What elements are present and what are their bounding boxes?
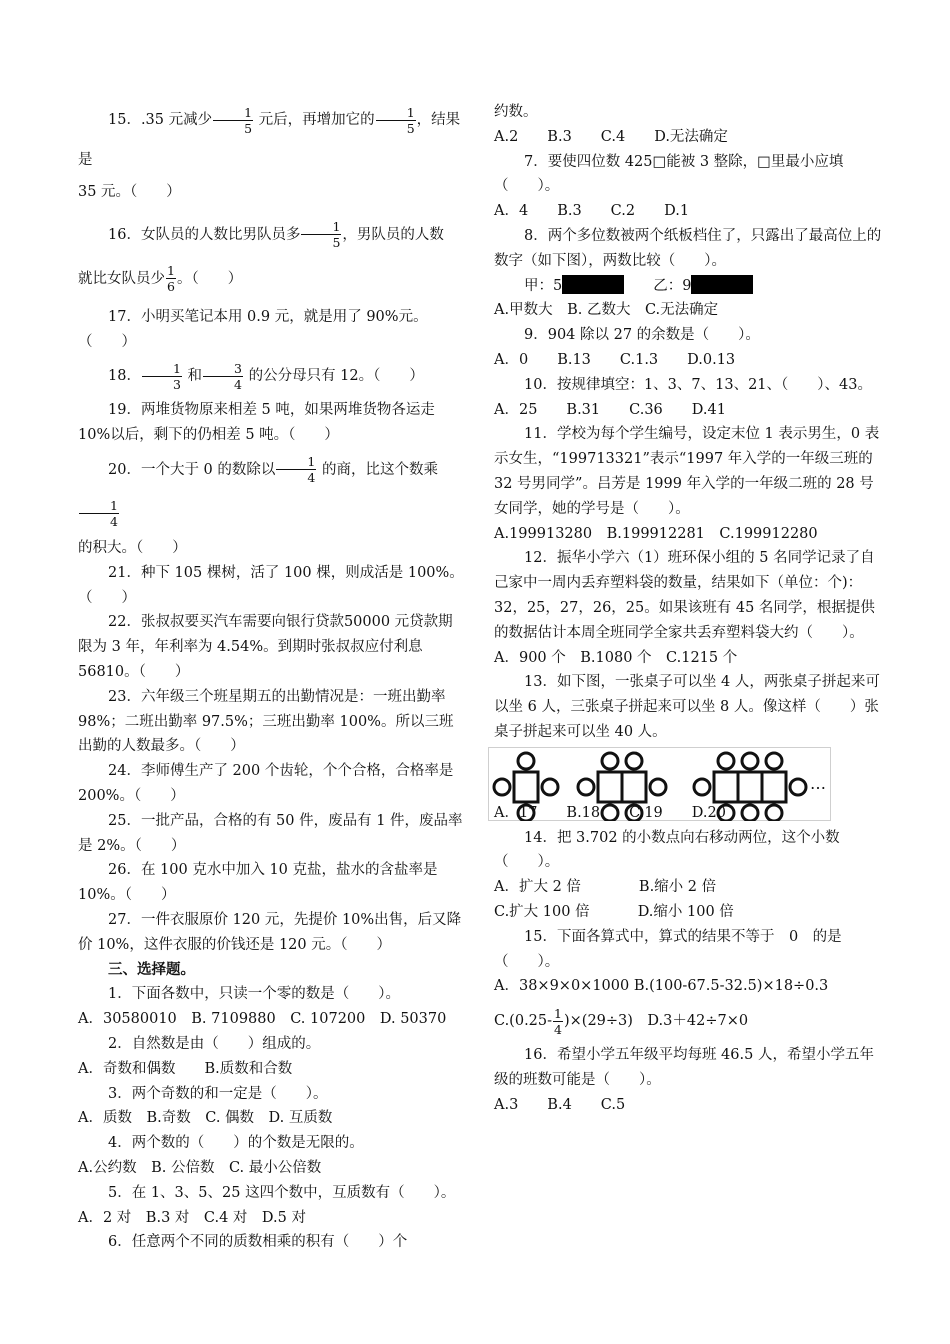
choice-7-options: A．4 B.3 C.2 D.1 [494, 203, 690, 220]
choice-15: 15．下面各算式中，算式的结果不等于 0 的是（ ）。 [494, 928, 842, 970]
q16-text-b: ，男队员的人数 [342, 226, 444, 243]
fraction [203, 361, 243, 392]
q18-text-b: 和 [182, 368, 203, 385]
q18-text-a: 18． [108, 368, 141, 385]
fraction-denominator: 4 [307, 470, 316, 486]
fraction-numerator: 1 [376, 105, 416, 121]
fraction-numerator: 1 [301, 219, 341, 235]
choice-7: 7．要使四位数 425□能被 3 整除，□里最小应填（ ）。 [494, 153, 844, 195]
fraction-denominator: 4 [110, 514, 118, 530]
choice-5-options: A．2 对 B.3 对 C.4 对 D.5 对 [78, 1209, 306, 1226]
fraction-denominator: 5 [406, 120, 415, 136]
fraction-denominator: 4 [234, 376, 242, 392]
chair [742, 753, 758, 769]
chair [494, 779, 510, 795]
chair [694, 779, 710, 795]
choice-5: 5．在 1、3、5、25 这四个数中，互质数有（ ）。 [108, 1184, 456, 1201]
choice-3-options: A．质数 B.奇数 C. 偶数 D. 互质数 [78, 1110, 333, 1127]
question-24: 24．李师傅生产了 200 个齿轮，个个合格，合格率是 200%。（ ） [78, 763, 454, 804]
choice-8: 8．两个多位数被两个纸板档住了，只露出了最高位上的数字（如下图），两数比较（ ）。 [494, 227, 882, 269]
fraction [553, 1006, 563, 1037]
choice-10-options: A．25 B.31 C.36 D.41 [494, 401, 726, 418]
q16-text-c: 就比女队员少 [78, 270, 165, 287]
c15-option-c-a: C.(0.25- [494, 1013, 553, 1030]
choice-12: 12．振华小学六（1）班环保小组的 5 名同学记录了自己家中一周内丢弃塑料袋的数量，结果如下（单位：个)：32，25，27，26，25。如果该班有 45 名同学，根据提供的数据估计本周全班同学全家共丢弃塑料袋大约（ ）。 [494, 550, 875, 641]
chair [542, 779, 558, 795]
choice-6-cont: 约数。 [494, 104, 538, 120]
choice-14-options-ab: A．扩大 2 倍 B.缩小 2 倍 [494, 879, 717, 896]
fraction [276, 454, 316, 485]
choice-10: 10．按规律填空：1、3、7、13、21、（ ）、43。 [524, 376, 872, 393]
question-15-cont: 35 元。（ ） [78, 184, 181, 200]
left-column [78, 100, 466, 1255]
q16-text-a: 16．女队员的人数比男队员多 [108, 226, 301, 243]
fraction [79, 498, 119, 529]
question-19: 19．两堆货物原来相差 5 吨，如果两堆货物各运走 10%以后，剩下的仍相差 5 吨。（ ） [78, 402, 435, 444]
ellipsis: … [810, 773, 826, 793]
choice-1-options: A．30580010 B. 7109880 C. 107200 D. 50370 [78, 1011, 447, 1028]
q15-text-b: 元后，再增加它的 [254, 112, 375, 128]
question-25: 25．一批产品，合格的有 50 件，废品有 1 件，废品率是 2%。（ ） [78, 812, 463, 854]
fraction-numerator: 1 [276, 454, 316, 470]
question-26: 26．在 100 克水中加入 10 克盐，盐水的含盐率是 10%。（ ） [78, 862, 438, 904]
choice-16: 16．希望小学五年级平均每班 46.5 人，希望小学五年级的班数可能是（ ）。 [494, 1047, 874, 1088]
choice-6: 6．任意两个不同的质数相乘的积有（ ）个 [108, 1234, 408, 1251]
fraction [301, 219, 341, 250]
choice-14-options-cd: C.扩大 100 倍 D.缩小 100 倍 [494, 903, 734, 920]
choice-4-options: A.公约数 B. 公倍数 C. 最小公倍数 [78, 1159, 322, 1176]
fraction-denominator: 4 [554, 1021, 562, 1037]
question-17: 17．小明买笔记本用 0.9 元，就是用了 90%元。（ ） [78, 308, 428, 350]
q18-text-c: 的公分母只有 12。（ ） [243, 368, 424, 385]
fraction-denominator: 5 [332, 235, 341, 251]
fraction-denominator: 5 [244, 120, 253, 136]
chair [602, 753, 618, 769]
fraction [213, 105, 253, 136]
chair [626, 753, 642, 769]
choice-8-options: A.甲数大 B. 乙数大 C.无法确定 [494, 302, 719, 319]
chair [518, 753, 534, 769]
fraction [142, 361, 182, 392]
choice-6-options: A.2 B.3 C.4 D.无法确定 [494, 128, 728, 145]
q20-text-b: 的商，比这个数乘 [317, 461, 438, 478]
choice-9: 9．904 除以 27 的余数是（ ）。 [524, 327, 760, 344]
fraction-numerator: 1 [554, 1005, 562, 1021]
fraction-numerator: 1 [142, 361, 182, 377]
right-column [494, 100, 886, 1117]
choice-13-options: A．17 B.18 C.19 D.20 [494, 804, 726, 821]
chair [718, 753, 734, 769]
number-a-label: 甲：5 [524, 277, 563, 294]
fraction [376, 105, 416, 136]
question-20-cont: 的积大。（ ） [78, 539, 187, 556]
question-16 [78, 213, 466, 257]
question-23: 23．六年级三个班星期五的出勤情况是：一班出勤率 98%；二班出勤率 97.5%；三班出勤率 100%。所以三班出勤的人数最多。（ ） [78, 688, 454, 755]
choice-14: 14．把 3.702 的小数点向右移动两位，这个小数（ ）。 [494, 829, 840, 871]
choice-11: 11．学校为每个学生编号，设定末位 1 表示男生，0 表示女生，“199713321”表示“1997 年入学的一年级三班的 32 号男同学”。吕芳是 1999 年入学的一年级二班的 28 号女同学，她的学号是（ ）。 [494, 426, 880, 517]
question-21: 21．种下 105 棵树，活了 100 棵，则成活是 100%。（ ） [78, 564, 464, 606]
choice-15-options-ab: A．38×9×0×1000 B.(100-67.5-32.5)×18÷0.3 [494, 978, 829, 995]
choice-4: 4．两个数的（ ）的个数是无限的。 [108, 1135, 364, 1152]
q16-text-d: 。（ ） [176, 270, 243, 287]
choice-8-figure [494, 274, 886, 299]
fraction-numerator: 1 [79, 498, 119, 514]
section-title-choice: 三、选择题。 [108, 960, 195, 978]
question-20 [78, 448, 466, 536]
question-27: 27．一件衣服原价 120 元，先提价 10%出售，后又降价 10%，这件衣服的价钱还是 120 元。（ ） [78, 911, 462, 953]
question-16-cont [78, 257, 466, 301]
question-15 [78, 100, 466, 180]
table-block [714, 772, 786, 802]
number-b-label: 乙：9 [653, 277, 692, 294]
cardboard-cover-a [562, 275, 624, 294]
choice-2: 2．自然数是由（ ）组成的。 [108, 1035, 321, 1052]
chair [790, 779, 806, 795]
fraction [166, 263, 176, 294]
q15-text-a: 15．.35 元减少 [108, 112, 213, 128]
choice-11-options: A.199913280 B.199912281 C.199912280 [494, 525, 818, 542]
fraction-numerator: 1 [167, 263, 175, 279]
choice-12-options: A．900 个 B.1080 个 C.1215 个 [494, 649, 738, 666]
fraction-numerator: 1 [213, 105, 253, 121]
q15-text-c: ，结果是 [78, 112, 461, 168]
c15-option-c-b: )×(29÷3) D.3＋42÷7×0 [563, 1013, 749, 1030]
choice-9-options: A．0 B.13 C.1.3 D.0.13 [494, 351, 736, 368]
choice-16-options: A.3 B.4 C.5 [494, 1096, 626, 1113]
question-18 [78, 354, 466, 398]
choice-13: 13．如下图，一张桌子可以坐 4 人，两张桌子拼起来可以坐 6 人，三张桌子拼起来可以坐 8 人。像这样（ ）张桌子拼起来可以坐 40 人。 [494, 674, 880, 740]
fraction-denominator: 3 [172, 376, 181, 392]
chair [578, 779, 594, 795]
cardboard-cover-b [691, 275, 753, 294]
table-block [514, 772, 538, 802]
choice-2-options: A．奇数和偶数 B.质数和合数 [78, 1060, 293, 1077]
chair [766, 753, 782, 769]
q20-text-a: 20．一个大于 0 的数除以 [108, 461, 276, 478]
fraction-numerator: 3 [203, 361, 243, 377]
choice-15-options-cd [494, 999, 886, 1043]
chair [650, 779, 666, 795]
question-22: 22．张叔叔要买汽车需要向银行贷款50000 元贷款期限为 3 年，年利率为 4.54%。到期时张叔叔应付利息 56810。（ ） [78, 614, 453, 680]
choice-3: 3．两个奇数的和一定是（ ）。 [108, 1085, 328, 1102]
fraction-denominator: 6 [167, 279, 175, 295]
choice-1: 1．下面各数中，只读一个零的数是（ ）。 [108, 986, 400, 1003]
